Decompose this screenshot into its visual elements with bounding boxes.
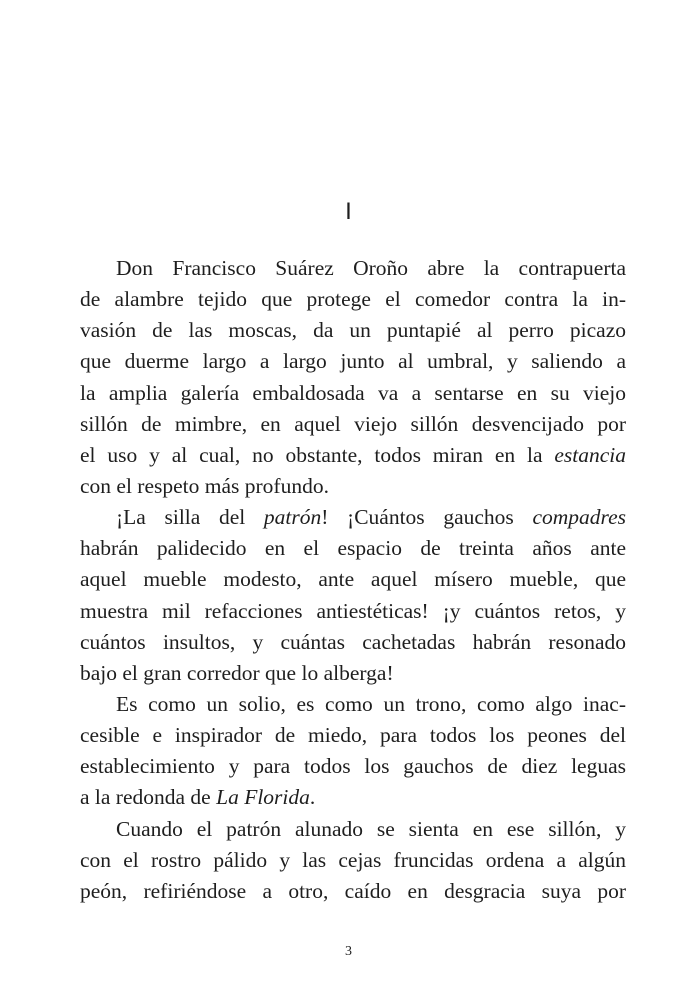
body-text [80, 253, 626, 907]
text-span: habrán palidecido en el espacio de treinta años ante [80, 536, 626, 561]
text-line [80, 596, 626, 627]
text-line [80, 440, 626, 471]
text-span: aquel mueble modesto, ante aquel mísero mueble, que [80, 567, 626, 592]
text-line [80, 533, 626, 564]
paragraph [80, 689, 626, 814]
text-span: el uso y al cual, no obstante, todos miran en la [80, 442, 555, 467]
italic-text: estancia [554, 442, 626, 467]
text-line [80, 409, 626, 440]
text-line [80, 627, 626, 658]
text-line [80, 564, 626, 595]
chapter-heading: I [345, 198, 352, 225]
text-line [80, 845, 626, 876]
text-span: cuántos insultos, y cuántas cachetadas habrán resonado [80, 629, 626, 654]
text-span: vasión de las moscas, da un puntapié al perro picazo [80, 318, 626, 343]
text-span: establecimiento y para todos los gauchos de diez leguas [80, 754, 626, 779]
text-line [80, 720, 626, 751]
italic-text: La Florida [216, 785, 310, 810]
text-line [80, 814, 626, 845]
text-span: peón, refiriéndose a otro, caído en desgracia suya por [80, 878, 626, 903]
text-line [80, 284, 626, 315]
italic-text: compadres [532, 505, 626, 530]
text-span: sillón de mimbre, en aquel viejo sillón desvencijado por [80, 411, 626, 436]
text-line [80, 253, 626, 284]
text-span: con el respeto más profundo. [80, 473, 329, 498]
text-span: Don Francisco Suárez Oroño abre la contrapuerta [116, 256, 626, 280]
text-line [80, 876, 626, 907]
paragraph [80, 253, 626, 502]
text-span: a la redonda de [80, 785, 217, 810]
italic-text: patrón [263, 505, 322, 530]
text-span: . [309, 785, 316, 810]
text-span: Cuando el patrón alunado se sienta en ese sillón, y [116, 816, 626, 841]
text-span: con el rostro pálido y las cejas fruncidas ordena a algún [80, 847, 626, 872]
paragraph [80, 502, 626, 689]
text-line [80, 751, 626, 782]
text-line [80, 658, 626, 689]
text-span: bajo el gran corredor que lo alberga! [80, 660, 394, 685]
text-span: ! ¡Cuántos gauchos [321, 505, 533, 530]
text-span: cesible e inspirador de miedo, para todos los peones del [80, 723, 626, 748]
text-span: muestra mil refacciones antiestéticas! ¡y cuántos retos, y [80, 598, 626, 623]
text-line [80, 471, 626, 502]
text-span: Es como un solio, es como un trono, como algo inac- [116, 691, 626, 716]
text-span: la amplia galería embaldosada va a sentarse en su viejo [80, 380, 626, 405]
text-span: ¡La silla del [116, 505, 264, 530]
page-number: 3 [345, 944, 352, 959]
text-span: de alambre tejido que protege el comedor contra la in- [80, 287, 626, 312]
text-line [80, 315, 626, 346]
paragraph [80, 814, 626, 907]
text-line [80, 502, 626, 533]
text-line [80, 689, 626, 720]
text-line [80, 782, 626, 813]
text-span: que duerme largo a largo junto al umbral, y saliendo a [80, 349, 626, 374]
text-line [80, 378, 626, 409]
text-line [80, 346, 626, 377]
